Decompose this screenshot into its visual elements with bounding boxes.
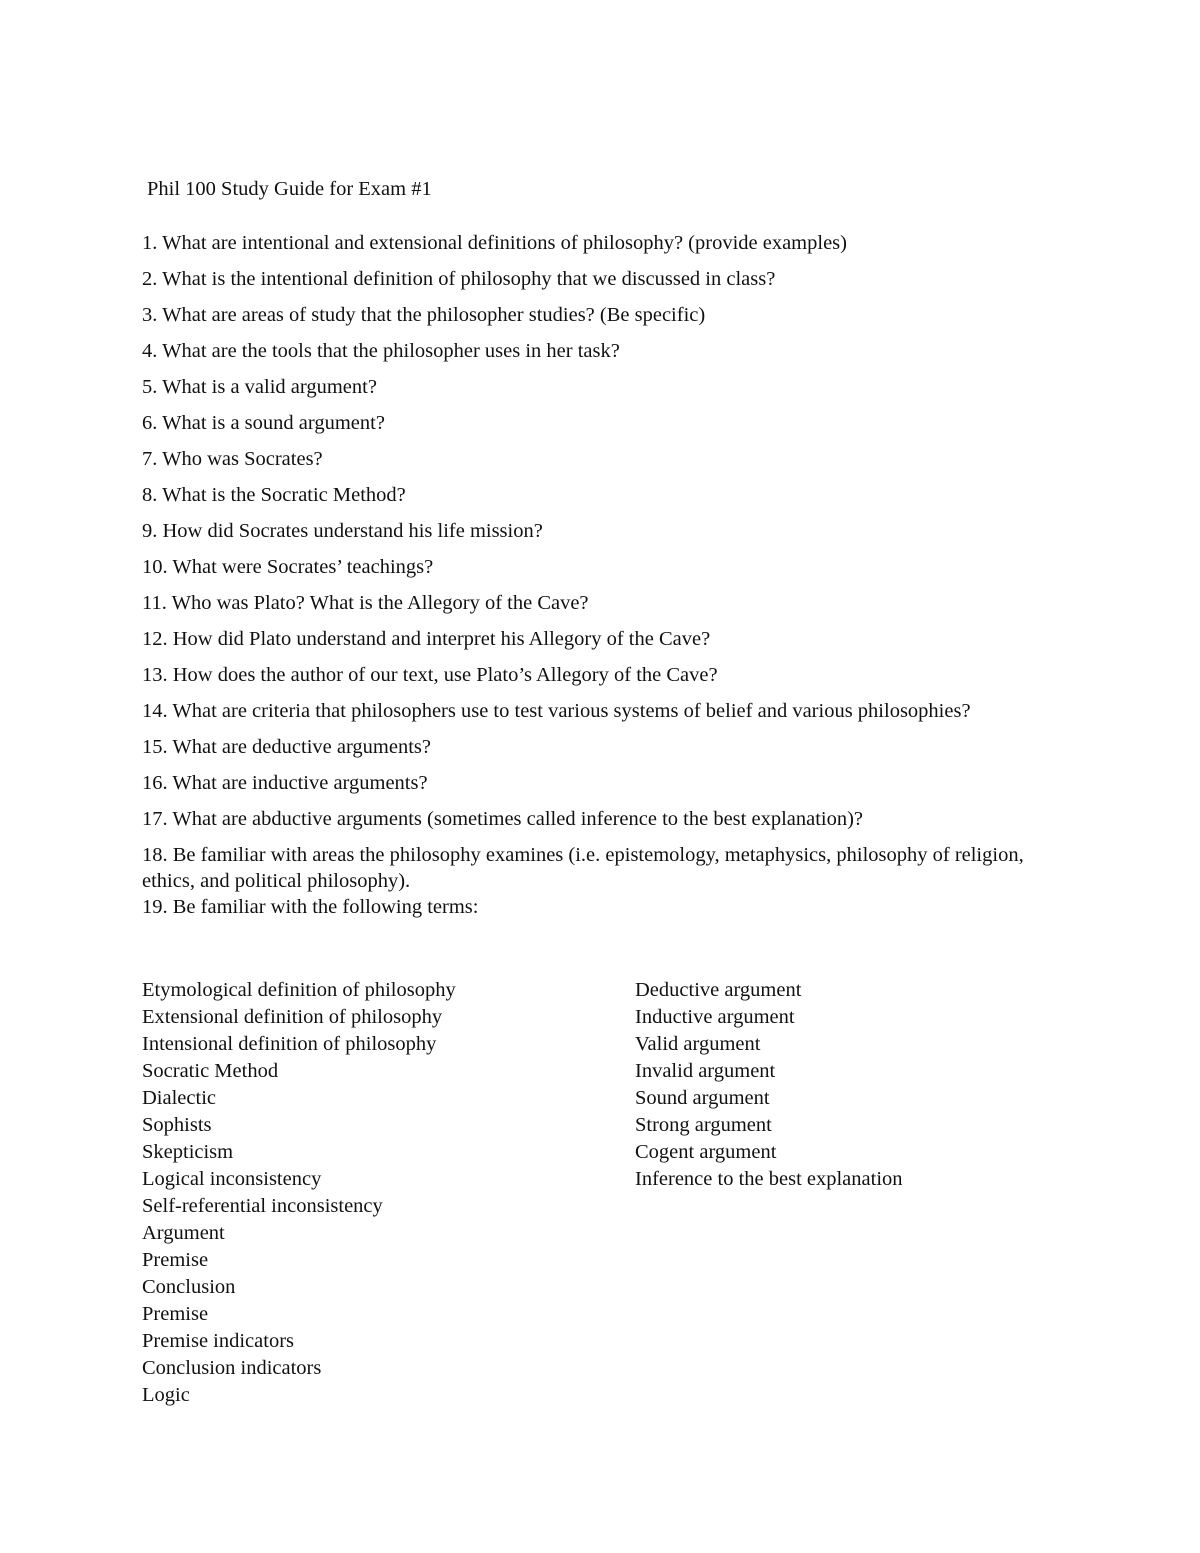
question-item: 14. What are criteria that philosophers use to test various systems of belief and various philosophies? xyxy=(142,700,971,722)
terms-list-right xyxy=(635,977,903,1193)
page-title: Phil 100 Study Guide for Exam #1 xyxy=(147,178,432,200)
term-item: Etymological definition of philosophy xyxy=(142,979,456,1001)
term-item: Premise indicators xyxy=(142,1330,295,1352)
question-item: 5. What is a valid argument? xyxy=(142,376,377,398)
question-item: 18. Be familiar with areas the philosophy examines (i.e. epistemology, metaphysics, philosophy of religion, ethics, and political philosophy). xyxy=(142,844,1024,892)
question-item: 10. What were Socrates’ teachings? xyxy=(142,556,434,578)
term-item: Conclusion indicators xyxy=(142,1357,322,1379)
term-item: Premise xyxy=(142,1303,209,1325)
question-item: 2. What is the intentional definition of philosophy that we discussed in class? xyxy=(142,268,776,290)
term-item: Sound argument xyxy=(635,1087,770,1109)
term-item: Valid argument xyxy=(635,1033,761,1055)
term-item: Argument xyxy=(142,1222,225,1244)
question-item: 3. What are areas of study that the philosopher studies? (Be specific) xyxy=(142,304,706,326)
question-item: 16. What are inductive arguments? xyxy=(142,772,428,794)
question-item: 1. What are intentional and extensional definitions of philosophy? (provide examples) xyxy=(142,232,847,254)
question-item: 19. Be familiar with the following terms: xyxy=(142,896,479,918)
question-list xyxy=(142,230,1062,930)
term-item: Self-referential inconsistency xyxy=(142,1195,383,1217)
term-item: Dialectic xyxy=(142,1087,216,1109)
question-item: 9. How did Socrates understand his life mission? xyxy=(142,520,543,542)
question-item: 4. What are the tools that the philosopher uses in her task? xyxy=(142,340,620,362)
question-item: 7. Who was Socrates? xyxy=(142,448,323,470)
term-item: Intensional definition of philosophy xyxy=(142,1033,437,1055)
term-item: Cogent argument xyxy=(635,1141,777,1163)
question-item: 8. What is the Socratic Method? xyxy=(142,484,406,506)
term-item: Extensional definition of philosophy xyxy=(142,1006,443,1028)
term-item: Strong argument xyxy=(635,1114,772,1136)
question-item: 13. How does the author of our text, use Plato’s Allegory of the Cave? xyxy=(142,664,718,686)
term-item: Inference to the best explanation xyxy=(635,1168,903,1190)
question-item: 6. What is a sound argument? xyxy=(142,412,385,434)
term-item: Socratic Method xyxy=(142,1060,279,1082)
term-item: Invalid argument xyxy=(635,1060,776,1082)
term-item: Skepticism xyxy=(142,1141,234,1163)
question-item: 11. Who was Plato? What is the Allegory of the Cave? xyxy=(142,592,589,614)
term-item: Logical inconsistency xyxy=(142,1168,322,1190)
term-item: Inductive argument xyxy=(635,1006,795,1028)
term-item: Sophists xyxy=(142,1114,212,1136)
term-item: Premise xyxy=(142,1249,209,1271)
terms-list-left xyxy=(142,977,456,1409)
term-item: Conclusion xyxy=(142,1276,236,1298)
term-item: Deductive argument xyxy=(635,979,802,1001)
question-item: 12. How did Plato understand and interpret his Allegory of the Cave? xyxy=(142,628,711,650)
question-item: 17. What are abductive arguments (sometimes called inference to the best explanation)? xyxy=(142,808,864,830)
term-item: Logic xyxy=(142,1384,190,1406)
question-item: 15. What are deductive arguments? xyxy=(142,736,431,758)
